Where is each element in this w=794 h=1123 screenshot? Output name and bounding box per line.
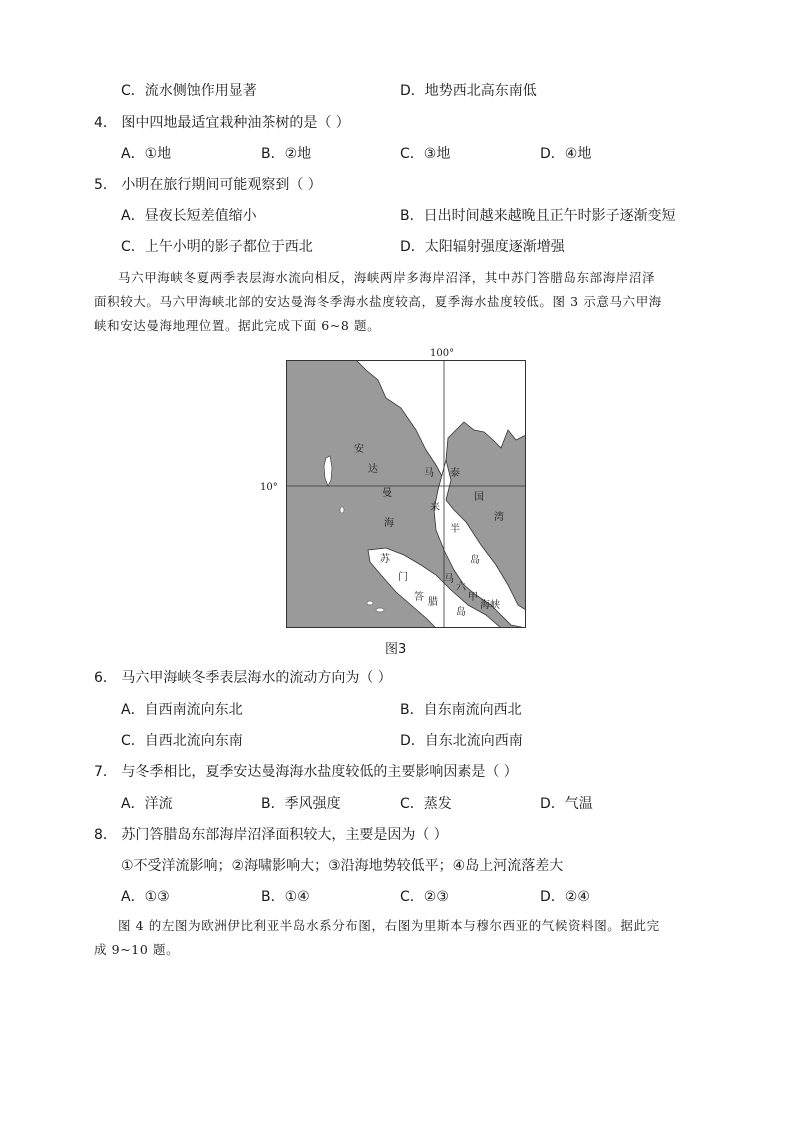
small-island-1 [340,507,344,513]
label-wan: 湾 [494,512,504,523]
q5-option-c: C．上午小明的影子都位于西北 [121,239,313,255]
q3-option-d: D．地势西北高东南低 [400,83,537,99]
intro2-line-2: 成 9~10 题。 [94,942,180,957]
label-haixia: 海峡 [480,600,500,611]
label-lai: 来 [430,502,440,513]
label-su: 苏 [380,554,390,565]
q6-stem: 6． 马六甲海峡冬季表层海水的流动方向为（ ） [94,670,392,686]
label-la: 腊 [428,597,438,608]
q7-option-c: C．蒸发 [400,796,452,812]
q4-option-b: B．②地 [261,146,312,162]
q4-option-c: C．③地 [400,146,451,162]
label-hai: 海 [384,518,394,529]
q7-stem: 7． 与冬季相比，夏季安达曼海海水盐度较低的主要影响因素是（ ） [94,764,518,780]
label-man: 曼 [382,488,392,499]
q4-stem: 4． 图中四地最适宜栽种油茶树的是（ ） [94,115,350,131]
q7-option-d: D．气温 [540,796,593,812]
q4-option-d: D．④地 [540,146,592,162]
small-island-2 [367,601,373,605]
label-dao2: 岛 [456,607,466,618]
label-dao1: 岛 [470,555,480,566]
q6-option-a: A．自西南流向东北 [121,702,243,718]
strait-map-figure [286,360,526,628]
q7-option-b: B．季风强度 [261,796,341,812]
intro2-line-1: 图 4 的左图为欧洲伊比利亚半岛水系分布图，右图为里斯本与穆尔西亚的气候资料图。据此完 [118,918,660,933]
intro1-line-2: 面积较大。马六甲海峡北部的安达曼海冬季海水盐度较高，夏季海水盐度较低。图 3 示意马六甲海 [94,294,662,309]
q7-option-a: A．洋流 [121,796,173,812]
label-liu: 六 [456,582,466,593]
label-tai: 泰 [450,468,460,479]
q5-option-a: A．昼夜长短差值缩小 [121,208,257,224]
q3-option-c: C．流水侧蚀作用显著 [121,83,257,99]
small-island-3 [376,608,384,612]
label-da: 达 [368,464,378,475]
label-men: 门 [398,572,408,583]
lon-label-wrap [420,344,460,360]
lat-label: 10° [260,482,278,493]
intro-paragraph-1 [94,266,706,338]
figure-caption: 图3 [385,642,407,657]
intro1-line-1: 马六甲海峡冬夏两季表层海水流向相反，海峡两岸多海岸沼泽，其中苏门答腊岛东部海岸沼泽 [118,270,656,285]
q8-option-d: D．②④ [540,889,590,905]
lat-label-wrap [256,478,286,494]
intro-paragraph-2 [94,914,706,962]
q5-stem: 5． 小明在旅行期间可能观察到（ ） [94,177,322,193]
q8-statements: ①不受洋流影响；②海啸影响大；③沿海地势较低平；④岛上河流落差大 [121,858,564,874]
label-jia: 甲 [468,592,478,603]
label-ban: 半 [450,524,460,535]
q6-option-d: D．自东北流向西南 [400,733,523,749]
label-ma2: 马 [444,574,454,585]
q6-option-b: B．自东南流向西北 [400,702,522,718]
intro1-line-3: 峡和安达曼海地理位置。据此完成下面 6~8 题。 [94,318,381,333]
label-da2: 答 [414,592,424,603]
q8-option-b: B．①④ [261,889,310,905]
q4-option-a: A．①地 [121,146,172,162]
q5-option-b: B．日出时间越来越晚且正午时影子逐渐变短 [400,208,676,224]
q5-option-d: D．太阳辐射强度逐渐增强 [400,239,565,255]
q8-option-a: A．①③ [121,889,170,905]
q6-option-c: C．自西北流向东南 [121,733,243,749]
label-an: 安 [354,444,364,455]
q8-option-c: C．②③ [400,889,449,905]
label-guo: 国 [474,492,484,503]
label-ma1: 马 [424,468,434,479]
q8-stem: 8． 苏门答腊岛东部海岸沼泽面积较大，主要是因为（ ） [94,827,448,843]
lon-label: 100° [430,348,455,359]
